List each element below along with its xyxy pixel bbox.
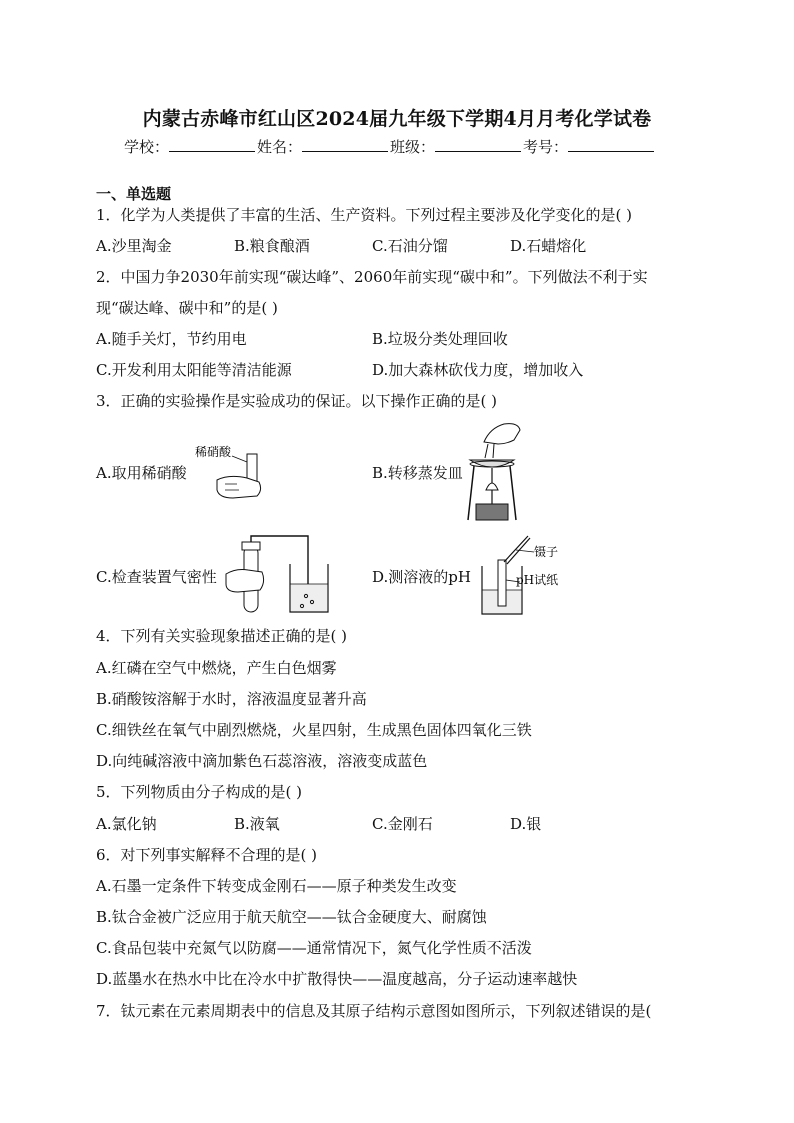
question-number: 4．: [96, 627, 121, 645]
section-heading: 一、单选题: [96, 185, 172, 203]
q2-option-a: A.随手关灯，节约用电: [96, 330, 247, 348]
question-text: 化学为人类提供了丰富的生活、生产资料。下列过程主要涉及化学变化的是( ): [120, 206, 633, 224]
field-id-blank[interactable]: [568, 137, 654, 152]
question-2-stem-line2: 现“碳达峰、碳中和”的是( ): [96, 299, 278, 317]
q4-option-a: A.红磷在空气中燃烧，产生白色烟雾: [96, 659, 337, 677]
question-text: 下列物质由分子构成的是( ): [120, 783, 303, 801]
question-3-stem: [96, 391, 497, 411]
question-number: 6．: [96, 846, 121, 864]
q2-option-d: D.加大森林砍伐力度，增加收入: [372, 361, 584, 379]
q5-option-a: A.氯化钠: [96, 815, 157, 833]
q3-option-d: D.测溶液的pH: [372, 568, 471, 586]
q4-option-c: C.细铁丝在氧气中剧烈燃烧，火星四射，生成黑色固体四氧化三铁: [96, 721, 532, 739]
label-dilute-nitric-acid: 稀硝酸: [195, 445, 232, 459]
field-id-label: 考号：: [523, 138, 569, 156]
question-7-stem: [96, 1001, 651, 1021]
q5-option-d: D.银: [510, 815, 542, 833]
question-text: 下列有关实验现象描述正确的是( ): [120, 627, 348, 645]
field-school-label: 学校：: [124, 138, 170, 156]
question-number: 7．: [96, 1002, 121, 1020]
q1-option-c: C.石油分馏: [372, 237, 448, 255]
q6-option-d: D.蓝墨水在热水中比在冷水中扩散得快——温度越高，分子运动速率越快: [96, 970, 578, 988]
figure-a-acid-bottle-hand: [195, 440, 265, 500]
q6-option-b: B.钛合金被广泛应用于航天航空——钛合金硬度大、耐腐蚀: [96, 908, 487, 926]
q4-option-b: B.硝酸铵溶解于水时，溶液温度显著升高: [96, 690, 367, 708]
label-tweezers: 镊子: [534, 545, 559, 559]
question-6-stem: [96, 845, 317, 865]
figure-c-airtightness-check: [226, 526, 346, 616]
q1-option-b: B.粮食酿酒: [234, 237, 310, 255]
page-title: 内蒙古赤峰市红山区2024届九年级下学期4月月考化学试卷: [142, 108, 652, 130]
field-name-label: 姓名：: [257, 138, 303, 156]
field-class-blank[interactable]: [435, 137, 521, 152]
student-info-row: [124, 136, 656, 157]
question-text: 中国力争2030年前实现“碳达峰”、2060年前实现“碳中和”。下列做法不利于实: [120, 268, 648, 286]
q3-option-c: C.检查装置气密性: [96, 568, 217, 586]
question-1-stem: [96, 205, 632, 225]
q6-option-a: A.石墨一定条件下转变成金刚石——原子种类发生改变: [96, 877, 457, 895]
q5-option-b: B.液氧: [234, 815, 280, 833]
label-ph-paper: pH试纸: [516, 573, 559, 587]
question-2-stem-line1: [96, 267, 648, 287]
question-text: 钛元素在元素周期表中的信息及其原子结构示意图如图所示，下列叙述错误的是(: [120, 1002, 652, 1020]
field-name-blank[interactable]: [302, 137, 388, 152]
q5-option-c: C.金刚石: [372, 815, 433, 833]
q1-option-d: D.石蜡熔化: [510, 237, 587, 255]
figure-d-ph-measurement: [476, 534, 586, 624]
question-number: 2．: [96, 268, 121, 286]
q3-option-b: B.转移蒸发皿: [372, 464, 463, 482]
question-4-stem: [96, 626, 347, 646]
q1-option-a: A.沙里淘金: [96, 237, 172, 255]
q2-option-c: C.开发利用太阳能等清洁能源: [96, 361, 292, 379]
q3-option-a: A.取用稀硝酸: [96, 464, 187, 482]
figure-b-evaporating-dish: [462, 420, 522, 520]
field-class-label: 班级：: [390, 138, 436, 156]
question-number: 3．: [96, 392, 121, 410]
question-text: 正确的实验操作是实验成功的保证。以下操作正确的是( ): [120, 392, 498, 410]
q6-option-c: C.食品包装中充氮气以防腐——通常情况下，氮气化学性质不活泼: [96, 939, 532, 957]
q2-option-b: B.垃圾分类处理回收: [372, 330, 508, 348]
question-number: 1．: [96, 206, 121, 224]
question-number: 5．: [96, 783, 121, 801]
question-5-stem: [96, 782, 302, 802]
question-text: 对下列事实解释不合理的是( ): [120, 846, 318, 864]
q4-option-d: D.向纯碱溶液中滴加紫色石蕊溶液，溶液变成蓝色: [96, 752, 428, 770]
field-school-blank[interactable]: [169, 137, 255, 152]
